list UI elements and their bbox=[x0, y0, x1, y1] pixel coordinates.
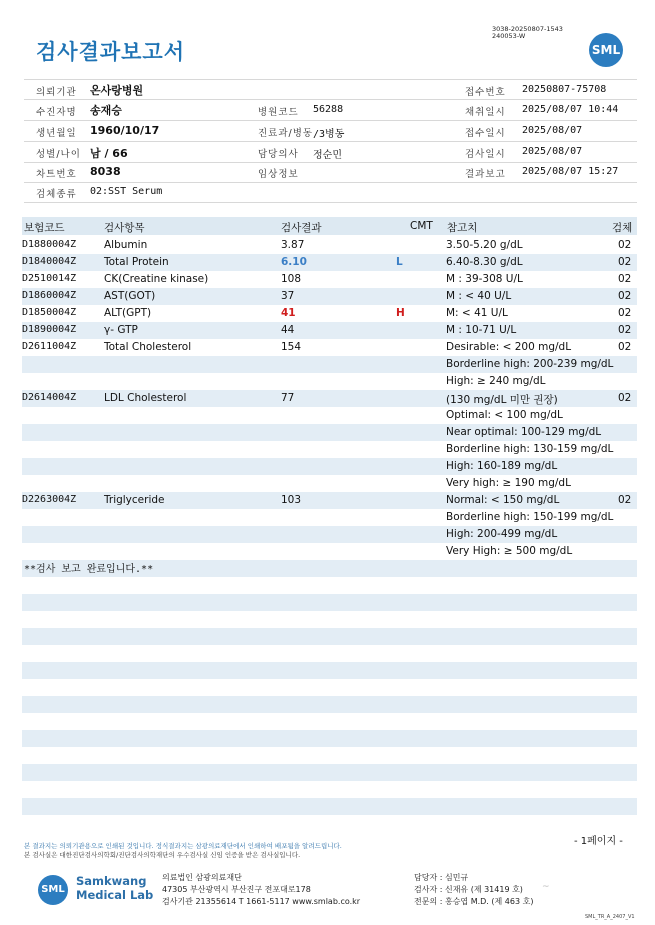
reference-range: Desirable: < 200 mg/dL bbox=[446, 341, 572, 353]
reference-range: High: 160-189 mg/dL bbox=[446, 460, 558, 472]
reference-range: Optimal: < 100 mg/dL bbox=[446, 409, 563, 421]
lab-staff bbox=[414, 872, 533, 908]
dept-label: 진료과/병동 bbox=[258, 128, 314, 139]
insurance-code: D1880004Z bbox=[22, 239, 77, 250]
test-item: γ- GTP bbox=[104, 324, 138, 336]
collect-label: 채취일시 bbox=[465, 107, 506, 118]
lab-address-line2: 47305 부산광역시 부산진구 전포대로178 bbox=[162, 885, 311, 894]
header-specimen: 검체 bbox=[612, 222, 633, 234]
test-result: 37 bbox=[281, 290, 295, 302]
reference-range: M : < 40 U/L bbox=[446, 290, 512, 302]
sex-age-value: 남 / 66 bbox=[90, 147, 128, 160]
row-band bbox=[22, 594, 637, 611]
row-band bbox=[22, 798, 637, 815]
divider bbox=[24, 162, 637, 163]
row-band bbox=[22, 730, 637, 747]
lab-name-line1: Samkwang bbox=[76, 874, 147, 888]
name-value: 송재승 bbox=[90, 104, 122, 117]
lab-name-line2: Medical Lab bbox=[76, 888, 154, 902]
row-band bbox=[22, 662, 637, 679]
specimen-code: 02 bbox=[618, 392, 632, 404]
reference-range: 6.40-8.30 g/dL bbox=[446, 256, 523, 268]
reference-range: High: 200-499 mg/dL bbox=[446, 528, 558, 540]
lab-name bbox=[76, 874, 153, 902]
row-band bbox=[22, 628, 637, 645]
lab-address bbox=[162, 872, 360, 908]
collect-value: 2025/08/07 10:44 bbox=[522, 104, 619, 115]
clinical-label: 임상정보 bbox=[258, 169, 299, 180]
test-result: 103 bbox=[281, 494, 302, 506]
reference-range: High: ≥ 240 mg/dL bbox=[446, 375, 546, 387]
test-result: 108 bbox=[281, 273, 302, 285]
header-code: 보험코드 bbox=[24, 222, 65, 234]
reference-range: (130 mg/dL 미만 권장) bbox=[446, 394, 558, 406]
form-code: SML_TR_A_2407_V1 bbox=[585, 914, 635, 920]
row-band bbox=[22, 696, 637, 713]
signature-mark: ~ bbox=[542, 882, 550, 892]
divider bbox=[24, 182, 637, 183]
report-complete-note: **검사 보고 완료입니다.** bbox=[24, 564, 154, 575]
staff-line3: 전문의 : 홍승엽 M.D. (제 463 호) bbox=[414, 897, 534, 906]
divider bbox=[24, 79, 637, 80]
test-result: 154 bbox=[281, 341, 302, 353]
document-id-line2: 240053-W bbox=[492, 32, 526, 40]
test-item: Total Cholesterol bbox=[104, 341, 192, 353]
specimen-code: 02 bbox=[618, 494, 632, 506]
divider bbox=[24, 202, 637, 203]
receipt-no-value: 20250807-75708 bbox=[522, 84, 607, 95]
test-result: 3.87 bbox=[281, 239, 305, 251]
header-item: 검사항목 bbox=[104, 222, 145, 234]
receipt-date-label: 접수일시 bbox=[465, 128, 506, 139]
report-value: 2025/08/07 15:27 bbox=[522, 166, 619, 177]
specimen-code: 02 bbox=[618, 239, 632, 251]
specimen-label: 검체종류 bbox=[36, 189, 77, 200]
doctor-label: 담당의사 bbox=[258, 149, 299, 160]
specimen-code: 02 bbox=[618, 307, 632, 319]
divider bbox=[24, 120, 637, 121]
reference-range: Normal: < 150 mg/dL bbox=[446, 494, 560, 506]
reference-range: Borderline high: 130-159 mg/dL bbox=[446, 443, 614, 455]
sml-logo-footer: SML bbox=[38, 875, 68, 905]
staff-line2: 검사자 : 신재유 (제 31419 호) bbox=[414, 885, 523, 894]
results-table-header bbox=[22, 217, 637, 235]
page-number: - 1페이지 - bbox=[574, 836, 623, 847]
insurance-code: D2614004Z bbox=[22, 392, 77, 403]
header-cmt: CMT bbox=[410, 220, 433, 232]
header-result: 검사결과 bbox=[281, 222, 322, 234]
reference-range: Near optimal: 100-129 mg/dL bbox=[446, 426, 602, 438]
lab-address-line1: 의료법인 삼광의료재단 bbox=[162, 873, 242, 882]
specimen-code: 02 bbox=[618, 341, 632, 353]
header-ref: 참고치 bbox=[447, 222, 478, 234]
hospital-code-value: 56288 bbox=[313, 104, 344, 115]
dept-value: /3병동 bbox=[313, 129, 345, 140]
reference-range: M: < 41 U/L bbox=[446, 307, 508, 319]
chart-value: 8038 bbox=[90, 165, 121, 178]
disclaimer-certification: 본 검사실은 대한진단검사의학회/진단검사의학재단의 우수검사실 신임 인증을 받은 검사실입니다. bbox=[24, 851, 301, 859]
reference-range: Very high: ≥ 190 mg/dL bbox=[446, 477, 571, 489]
test-item: Total Protein bbox=[104, 256, 169, 268]
reference-range: Very High: ≥ 500 mg/dL bbox=[446, 545, 573, 557]
chart-label: 차트번호 bbox=[36, 169, 77, 180]
insurance-code: D2611004Z bbox=[22, 341, 77, 352]
receipt-no-label: 접수번호 bbox=[465, 87, 506, 98]
reference-range: Borderline high: 200-239 mg/dL bbox=[446, 358, 614, 370]
sml-logo: SML bbox=[589, 33, 623, 67]
reference-range: M : 39-308 U/L bbox=[446, 273, 523, 285]
insurance-code: D1860004Z bbox=[22, 290, 77, 301]
test-result: 44 bbox=[281, 324, 295, 336]
specimen-value: 02:SST Serum bbox=[90, 186, 163, 197]
reference-range: M : 10-71 U/L bbox=[446, 324, 517, 336]
test-item: LDL Cholesterol bbox=[104, 392, 187, 404]
disclaimer-print: 본 결과지는 의뢰기관용으로 인쇄된 것입니다. 정식결과지는 삼광의료재단에서 인쇄하여 배포됨을 알려드립니다. bbox=[24, 842, 342, 850]
hospital-code-label: 병원코드 bbox=[258, 107, 299, 118]
report-label: 결과보고 bbox=[465, 169, 506, 180]
birth-value: 1960/10/17 bbox=[90, 124, 160, 137]
test-item: ALT(GPT) bbox=[104, 307, 152, 319]
institution-value: 온사랑병원 bbox=[90, 84, 144, 97]
staff-line1: 담당자 : 심민규 bbox=[414, 873, 469, 882]
divider bbox=[24, 141, 637, 142]
result-flag: L bbox=[396, 256, 403, 268]
insurance-code: D2263004Z bbox=[22, 494, 77, 505]
page-title: 검사결과보고서 bbox=[36, 40, 186, 64]
test-item: AST(GOT) bbox=[104, 290, 156, 302]
reference-range: 3.50-5.20 g/dL bbox=[446, 239, 523, 251]
specimen-code: 02 bbox=[618, 324, 632, 336]
divider bbox=[24, 99, 637, 100]
document-id bbox=[492, 26, 563, 40]
test-date-value: 2025/08/07 bbox=[522, 146, 583, 157]
reference-range: Borderline high: 150-199 mg/dL bbox=[446, 511, 614, 523]
row-band bbox=[22, 764, 637, 781]
test-result: 77 bbox=[281, 392, 295, 404]
specimen-code: 02 bbox=[618, 290, 632, 302]
test-date-label: 검사일시 bbox=[465, 149, 506, 160]
test-item: CK(Creatine kinase) bbox=[104, 273, 209, 285]
insurance-code: D1850004Z bbox=[22, 307, 77, 318]
test-result: 41 bbox=[281, 307, 296, 319]
result-flag: H bbox=[396, 307, 405, 319]
sex-age-label: 성별/나이 bbox=[36, 149, 81, 160]
specimen-code: 02 bbox=[618, 256, 632, 268]
insurance-code: D1840004Z bbox=[22, 256, 77, 267]
test-item: Albumin bbox=[104, 239, 148, 251]
lab-address-line3: 검사기관 21355614 T 1661-5117 www.smlab.co.kr bbox=[162, 897, 361, 906]
test-item: Triglyceride bbox=[104, 494, 165, 506]
receipt-date-value: 2025/08/07 bbox=[522, 125, 583, 136]
insurance-code: D2510014Z bbox=[22, 273, 77, 284]
birth-label: 생년월일 bbox=[36, 128, 77, 139]
specimen-code: 02 bbox=[618, 273, 632, 285]
institution-label: 의뢰기관 bbox=[36, 87, 77, 98]
test-result: 6.10 bbox=[281, 256, 307, 268]
doctor-value: 정순민 bbox=[313, 150, 342, 161]
document-id-line1: 3038-20250807-1543 bbox=[492, 25, 563, 33]
name-label: 수진자명 bbox=[36, 107, 77, 118]
insurance-code: D1890004Z bbox=[22, 324, 77, 335]
